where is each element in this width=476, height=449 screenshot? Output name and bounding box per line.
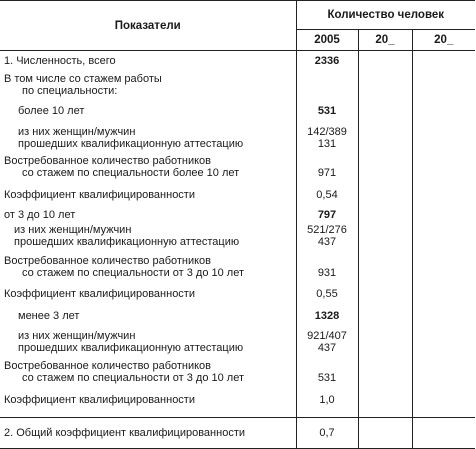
- table-row: [0, 389, 475, 418]
- row-label-line-2: прошедших квалификационную аттестацию: [18, 137, 244, 150]
- table-row: [0, 100, 475, 123]
- row-value-blank-2: [412, 418, 475, 449]
- year-blank-2-header: 20_: [412, 30, 475, 51]
- indicators-header: Показатели: [0, 1, 296, 51]
- row-value-blank-1: [358, 250, 412, 283]
- row-value-line-1: 142/389: [307, 125, 347, 138]
- row-label-line-2: прошедших квалификационную аттестацию: [14, 235, 240, 248]
- row-value-blank-2: [412, 152, 475, 184]
- header-row-1: [0, 1, 475, 30]
- row-label-line-2: прошедших квалификационную аттестацию: [18, 341, 244, 354]
- row-label-line-2: по специальности:: [22, 84, 118, 97]
- row-value-blank-1: [358, 221, 412, 250]
- row-value-2005: [296, 70, 358, 100]
- row-label-line-1: из них женщин/мужчин: [18, 125, 136, 138]
- row-value-2005: 1,0: [296, 389, 358, 418]
- row-label: [0, 70, 296, 100]
- row-value-2005: 2336: [296, 51, 358, 70]
- row-value-blank-2: [412, 250, 475, 283]
- table-row: [0, 324, 475, 357]
- row-value-blank-1: [358, 51, 412, 70]
- row-label: 2. Общий коэффициент квалифицированности: [0, 418, 296, 449]
- table-row: [0, 357, 475, 389]
- row-label-line-1: из них женщин/мужчин: [14, 223, 132, 236]
- row-value-line-1: 921/407: [307, 329, 347, 342]
- row-label: [0, 221, 296, 250]
- row-value-blank-1: [358, 357, 412, 389]
- row-label-line-1: Востребованное количество работников: [4, 359, 212, 372]
- row-value-2005: [296, 123, 358, 152]
- table-row: [0, 70, 475, 100]
- row-label: [0, 357, 296, 389]
- row-value-line-1: 521/276: [307, 223, 347, 236]
- row-label-line-1: из них женщин/мужчин: [18, 329, 136, 342]
- row-value-blank-2: [412, 206, 475, 221]
- row-value-blank-2: [412, 51, 475, 70]
- row-value-blank-1: [358, 152, 412, 184]
- table-row: [0, 250, 475, 283]
- row-label: менее 3 лет: [0, 306, 296, 324]
- row-value-blank-2: [412, 324, 475, 357]
- row-value-blank-1: [358, 100, 412, 123]
- row-value-blank-2: [412, 184, 475, 206]
- row-label: Коэффициент квалифицированности: [0, 389, 296, 418]
- row-label: от 3 до 10 лет: [0, 206, 296, 221]
- row-value-line-2: 437: [317, 341, 337, 354]
- row-value-blank-1: [358, 283, 412, 306]
- row-label: 1. Численность, всего: [0, 51, 296, 70]
- row-value-2005: 531: [296, 357, 358, 389]
- table-row: [0, 152, 475, 184]
- row-value-blank-1: [358, 70, 412, 100]
- row-label-line-2: со стажем по специальности от 3 до 10 лет: [22, 371, 245, 384]
- row-value-blank-1: [358, 389, 412, 418]
- row-label: [0, 324, 296, 357]
- row-value-blank-2: [412, 389, 475, 418]
- row-label-line-1: Востребованное количество работников: [4, 254, 212, 267]
- row-value-blank-1: [358, 206, 412, 221]
- year-2005-header: 2005: [296, 30, 358, 51]
- row-value-blank-1: [358, 184, 412, 206]
- row-label-line-2: со стажем по специальности более 10 лет: [22, 166, 240, 179]
- row-value-line-2: 437: [317, 235, 337, 248]
- row-value-blank-2: [412, 357, 475, 389]
- row-label-line-1: Востребованное количество работников: [4, 154, 212, 167]
- row-value-blank-1: [358, 324, 412, 357]
- row-value-2005: [296, 221, 358, 250]
- row-value-2005: 931: [296, 250, 358, 283]
- row-value-2005: 0,7: [296, 418, 358, 449]
- row-label: Коэффициент квалифицированности: [0, 283, 296, 306]
- row-value-2005: 0,54: [296, 184, 358, 206]
- row-value-2005: 531: [296, 100, 358, 123]
- people-count-header: Количество человек: [296, 1, 475, 30]
- row-value-blank-2: [412, 70, 475, 100]
- row-value-line-2: 131: [317, 137, 337, 150]
- row-value-2005: 797: [296, 206, 358, 221]
- table-row: [0, 184, 475, 206]
- table-row: [0, 418, 475, 449]
- row-label-line-1: В том числе со стажем работы: [4, 72, 162, 85]
- table-row: [0, 221, 475, 250]
- row-label-line-2: со стажем по специальности от 3 до 10 лет: [22, 266, 245, 279]
- row-label: Коэффициент квалифицированности: [0, 184, 296, 206]
- row-value-blank-1: [358, 418, 412, 449]
- row-label: [0, 152, 296, 184]
- year-blank-1-header: 20_: [358, 30, 412, 51]
- row-value-2005: 1328: [296, 306, 358, 324]
- row-value-blank-2: [412, 123, 475, 152]
- row-value-blank-2: [412, 306, 475, 324]
- table-row: [0, 306, 475, 324]
- row-label: [0, 250, 296, 283]
- table-row: [0, 51, 475, 70]
- row-label: [0, 123, 296, 152]
- row-value-blank-1: [358, 123, 412, 152]
- table-row: [0, 206, 475, 221]
- row-value-blank-2: [412, 100, 475, 123]
- table-row: [0, 283, 475, 306]
- row-value-2005: 0,55: [296, 283, 358, 306]
- row-value-blank-2: [412, 221, 475, 250]
- table-row: [0, 123, 475, 152]
- row-value-blank-2: [412, 283, 475, 306]
- row-value-2005: [296, 324, 358, 357]
- row-label: более 10 лет: [0, 100, 296, 123]
- row-value-2005: 971: [296, 152, 358, 184]
- row-value-blank-1: [358, 306, 412, 324]
